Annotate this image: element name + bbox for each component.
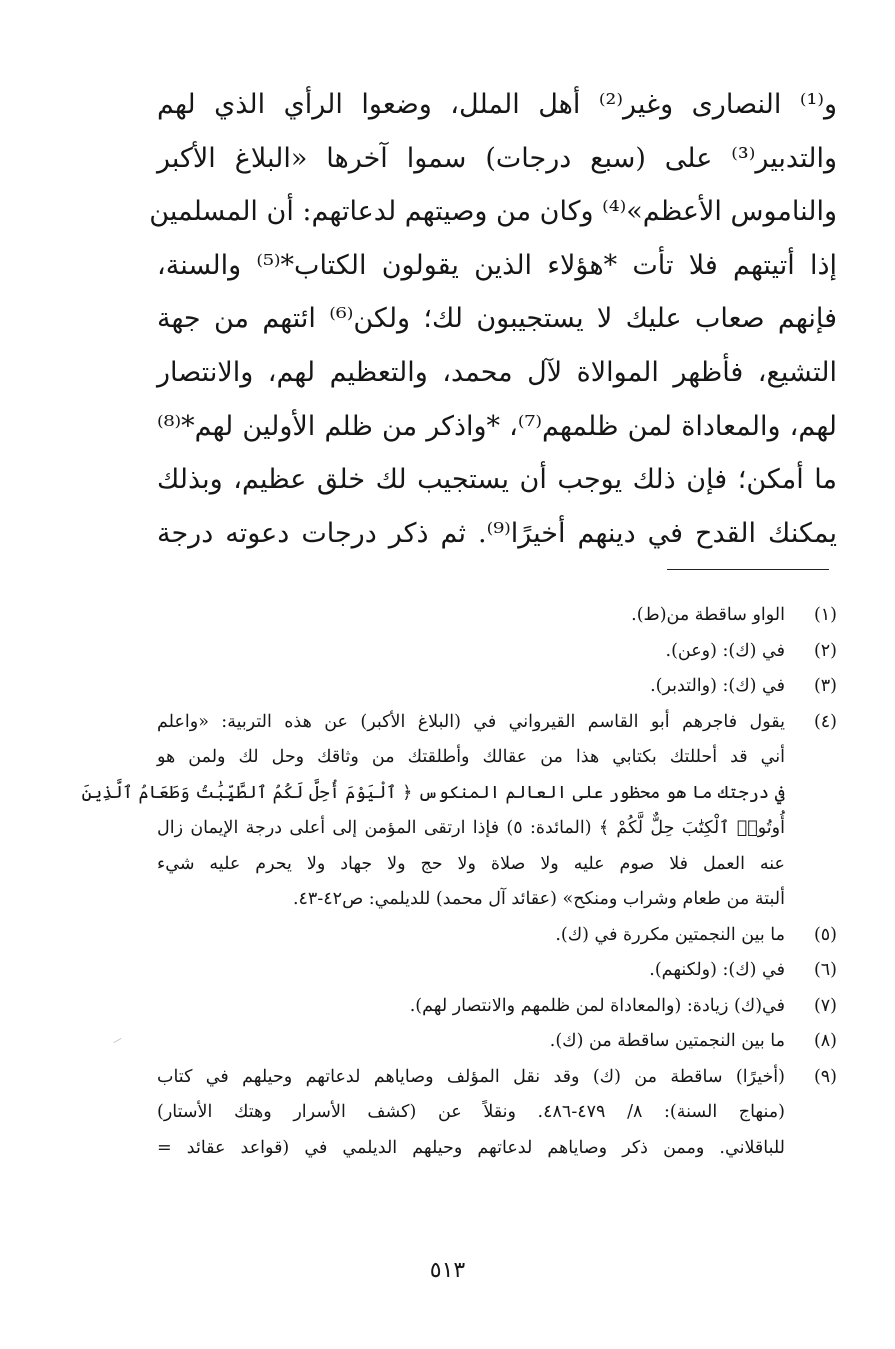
- scan-speck: [113, 1038, 121, 1043]
- page-number: ٥١٣: [429, 1258, 466, 1283]
- main-text-line: التشيع، فأظهر الموالاة لآل محمد، والتعظيم لهم، والانتصار: [157, 356, 837, 388]
- footnote: [157, 1024, 837, 1060]
- footnote: [157, 1060, 837, 1167]
- footnote-text: في درجتك ما هو محظور على العالم المنكوس ﴿ ٱلْيَوْمَ أُحِلَّ لَكُمُ ٱلطَّيِّبَٰتُ وَطَعَامُ ٱلَّذِينَ: [81, 782, 785, 803]
- footnote-number: (٦): [813, 960, 837, 980]
- main-text-line: ما أمكن؛ فإن ذلك يوجب أن يستجيب لك خلق عظيم، وبذلك: [157, 464, 837, 496]
- footnote-text: ما بين النجمتين ساقطة من (ك).: [549, 1031, 785, 1051]
- footnote-text: (منهاج السنة): ٨/ ٤٧٩-٤٨٦. ونقلاً عن (كشف الأسرار وهتك الأستار): [157, 1102, 785, 1122]
- footnote: [157, 989, 837, 1025]
- footnote-number: (٨): [813, 1031, 837, 1051]
- footnote-text: يقول فاجرهم أبو القاسم القيرواني في (البلاغ الأكبر) عن هذه التربية: «واعلم: [157, 711, 785, 732]
- footnote: [157, 918, 837, 954]
- footnote-number: (٥): [813, 924, 837, 945]
- footnote-text: للباقلاني. وممن ذكر وصاياهم لدعاتهم وحيلهم الديلمي في (قواعد عقائد =: [157, 1137, 785, 1158]
- footnote-number: (٩): [813, 1066, 837, 1087]
- footnote-number: (٤): [813, 711, 837, 732]
- main-text-line: والتدبير⁽³⁾ على (سبع درجات) سموا آخرها «البلاغ الأكبر: [157, 142, 837, 174]
- footnote: [157, 953, 837, 989]
- footnote-text: أُوتُوا۟ ٱلْكِتَٰبَ حِلٌّ لَّكُمْ ﴾ (المائدة: ٥) فإذا ارتقى المؤمن إلى أعلى درجة الإيمان زال: [157, 818, 785, 838]
- main-text: [149, 78, 838, 560]
- footnote-text: عنه العمل فلا صوم عليه ولا صلاة ولا حج ولا جهاد ولا يحرم عليه شيء: [157, 853, 785, 874]
- main-text-line: فإنهم صعاب عليك لا يستجيبون لك؛ ولكن⁽⁶⁾ ائتهم من جهة: [157, 303, 837, 335]
- footnote: [157, 669, 837, 705]
- footnote-text: ما بين النجمتين مكررة في (ك).: [555, 924, 785, 945]
- main-text-line: إذا أتيتهم فلا تأت *هؤلاء الذين يقولون الكتاب*⁽⁵⁾ والسنة،: [157, 249, 837, 281]
- footnote-text: ألبتة من طعام وشراب ومنكح» (عقائد آل محمد) للديلمي: ص٤٢-٤٣.: [292, 889, 785, 909]
- footnote-number: (٣): [813, 676, 837, 696]
- footnote-number: (٧): [813, 995, 837, 1016]
- footnote-text: الواو ساقطة من(ط).: [631, 605, 785, 625]
- footnote: [81, 705, 837, 918]
- footnote-text: في (ك): (وعن).: [665, 640, 785, 661]
- footnote: [157, 634, 837, 670]
- footnote-number: (١): [813, 605, 837, 625]
- footnote-text: في (ك): (ولكنهم).: [649, 960, 785, 980]
- footnote-text: (أخيرًا) ساقطة من (ك) وقد نقل المؤلف وصاياهم لدعاتهم وحيلهم في كتاب: [157, 1066, 785, 1087]
- footnotes: [81, 598, 837, 1166]
- main-text-line: لهم، والمعاداة لمن ظلمهم⁽⁷⁾، *واذكر من ظلم الأولين لهم*⁽⁸⁾: [157, 410, 838, 442]
- main-text-line: و⁽¹⁾ النصارى وغير⁽²⁾ أهل الملل، وضعوا الرأي الذي لهم: [157, 89, 837, 120]
- footnote-number: (٢): [813, 640, 837, 661]
- footnote-separator: [667, 569, 829, 570]
- footnote-text: في(ك) زيادة: (والمعاداة لمن ظلمهم والانتصار لهم).: [409, 995, 785, 1016]
- main-text-line: يمكنك القدح في دينهم أخيرًا⁽⁹⁾. ثم ذكر درجات دعوته درجة: [157, 517, 837, 549]
- footnote-text: أني قد أحللتك بكتابي هذا من عقالك وأطلقتك من وثاقك وحل لك ولمن هو: [157, 747, 785, 767]
- footnote: [157, 598, 837, 634]
- main-text-line: والناموس الأعظم»⁽⁴⁾ وكان من وصيتهم لدعاتهم: أن المسلمين: [149, 196, 837, 228]
- footnote-text: في (ك): (والتدبر).: [650, 676, 785, 696]
